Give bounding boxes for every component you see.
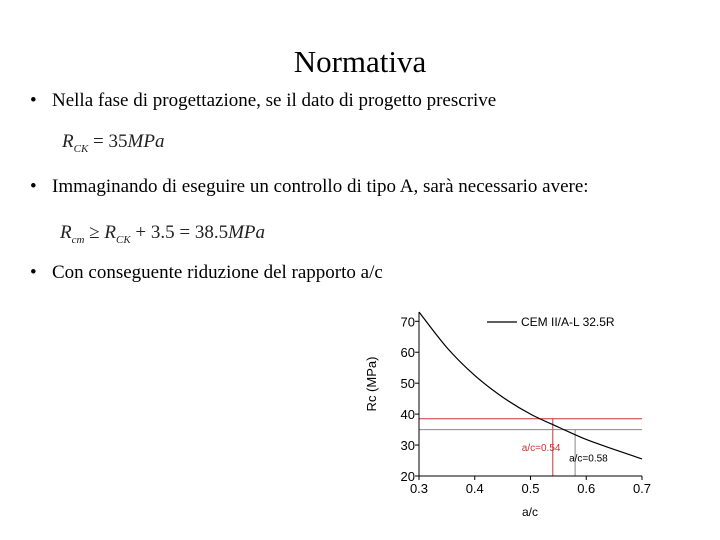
ref-label-054: a/c=0.54 xyxy=(521,443,561,455)
formula-rck-rhs: = 35 xyxy=(93,131,128,152)
x-tick-label: 0.5 xyxy=(521,481,540,496)
y-tick-label: 20 xyxy=(400,469,415,484)
formula-rcm xyxy=(60,222,265,246)
bullet-dot: • xyxy=(30,90,37,111)
formula-rck-sub: CK xyxy=(73,142,89,155)
formula-rck-unit: MPa xyxy=(127,131,165,152)
formula-rcm-rhs: + 3.5 = 38.5 xyxy=(135,222,229,243)
formula-rcm-symbol: R xyxy=(60,222,72,243)
formula-rcm-mid-symbol: R xyxy=(104,222,116,243)
formula-rcm-op: ≥ xyxy=(89,222,100,243)
rc-vs-ac-chart xyxy=(360,300,660,525)
slide-title: Normativa xyxy=(293,44,427,79)
formula-rck xyxy=(62,131,164,155)
y-axis-label: Rc (MPa) xyxy=(364,356,379,412)
formula-rcm-sub: cm xyxy=(71,233,85,246)
formula-rck-symbol: R xyxy=(62,131,74,152)
y-tick-label: 30 xyxy=(400,438,415,454)
y-tick-label: 70 xyxy=(400,314,415,330)
legend-label: CEM II/A-L 32.5R xyxy=(521,315,615,329)
bullet-3 xyxy=(30,262,383,284)
bullet-dot: • xyxy=(30,262,37,283)
bullet-2 xyxy=(30,176,589,198)
x-axis-label: a/c xyxy=(521,505,539,519)
formula-rcm-unit: MPa xyxy=(228,222,266,243)
bullet-dot: • xyxy=(30,176,37,197)
bullet-1-text: Nella fase di progettazione, se il dato di progetto prescrive xyxy=(52,90,497,111)
x-tick-label: 0.7 xyxy=(632,481,652,496)
y-tick-label: 60 xyxy=(400,345,415,361)
y-tick-label: 50 xyxy=(400,376,415,392)
y-tick-label: 40 xyxy=(400,407,415,423)
bullet-3-text: Con conseguente riduzione del rapporto a/c xyxy=(52,262,383,283)
formula-rcm-mid-sub: CK xyxy=(115,233,131,246)
x-tick-label: 0.6 xyxy=(577,481,596,496)
bullet-2-text: Immaginando di eseguire un controllo di tipo A, sarà necessario avere: xyxy=(52,176,589,197)
x-tick-label: 0.3 xyxy=(409,481,429,496)
ref-label-058: a/c=0.58 xyxy=(569,453,608,465)
x-tick-label: 0.4 xyxy=(465,481,484,496)
bullet-1 xyxy=(30,90,496,112)
